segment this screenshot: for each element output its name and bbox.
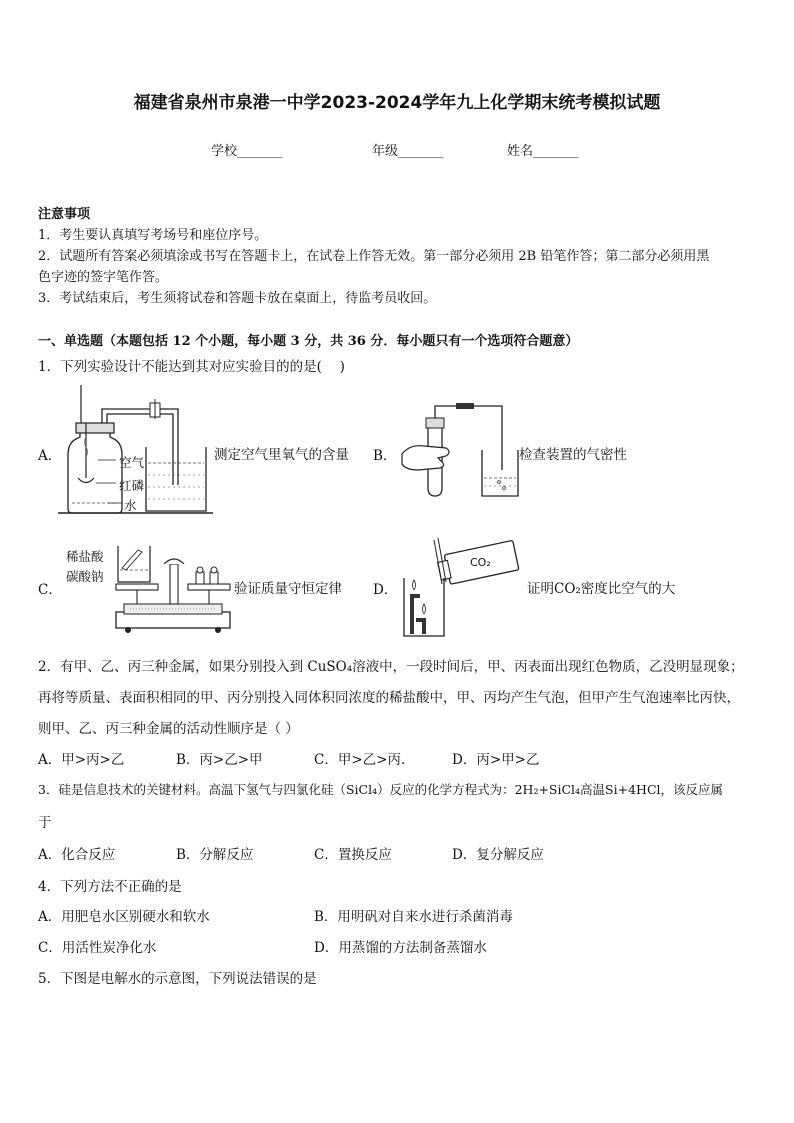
q1-c-label-sodium-carbonate: 碳酸钠 bbox=[66, 569, 104, 584]
question-3-stem: 于 bbox=[38, 815, 52, 831]
q2-option-c[interactable]: C．甲>乙>丙. bbox=[314, 752, 406, 768]
name-field[interactable]: 姓名_______ bbox=[507, 144, 579, 159]
q4-option-b[interactable]: B．用明矾对自来水进行杀菌消毒 bbox=[314, 909, 513, 925]
q4-option-d[interactable]: D．用蒸馏的方法制备蒸馏水 bbox=[314, 940, 487, 956]
q3-option-c[interactable]: C．置换反应 bbox=[314, 847, 392, 863]
section-heading: 一、单选题（本题包括 12 个小题，每小题 3 分，共 36 分．每小题只有一个选项符合题意） bbox=[38, 334, 579, 349]
q1-a-label-water: 水 bbox=[124, 498, 137, 513]
q1-d-caption: 证明CO₂密度比空气的大 bbox=[527, 581, 676, 597]
q1-a-caption: 测定空气里氧气的含量 bbox=[214, 447, 349, 463]
co2-bottle-label: CO₂ bbox=[470, 556, 491, 569]
q2-option-d[interactable]: D．丙>甲>乙 bbox=[452, 752, 540, 768]
q1-b-apparatus-diagram bbox=[398, 400, 522, 500]
q1-option-a-letter[interactable]: A． bbox=[38, 448, 62, 464]
q1-c-label-acid: 稀盐酸 bbox=[66, 549, 104, 564]
note-item: 2．试题所有答案必须填涂或书写在答题卡上，在试卷上作答无效。第一部分必须用 2B 铅笔作答；第二部分必须用黑 bbox=[38, 249, 710, 264]
grade-field[interactable]: 年级_______ bbox=[372, 144, 444, 159]
q4-option-a[interactable]: A．用肥皂水区别硬水和软水 bbox=[38, 909, 210, 925]
q3-option-d[interactable]: D．复分解反应 bbox=[452, 847, 544, 863]
q1-d-co2-diagram bbox=[398, 534, 526, 640]
q1-c-balance-diagram bbox=[108, 540, 233, 636]
question-4-stem: 4．下列方法不正确的是 bbox=[38, 879, 182, 895]
question-1-stem: 1．下列实验设计不能达到其对应实验目的的是( ) bbox=[38, 359, 345, 375]
note-item: 3．考试结束后，考生须将试卷和答题卡放在桌面上，待监考员收回。 bbox=[38, 291, 437, 306]
question-5-stem: 5．下图是电解水的示意图，下列说法错误的是 bbox=[38, 971, 317, 987]
question-2-stem: 则甲、乙、丙三种金属的活动性顺序是（ ） bbox=[38, 721, 299, 737]
q1-a-label-air: 空气 bbox=[119, 455, 145, 470]
note-item: 1．考生要认真填写考场号和座位序号。 bbox=[38, 228, 268, 243]
page-title: 福建省泉州市泉港一中学2023-2024学年九上化学期末统考模拟试题 bbox=[133, 93, 661, 113]
question-2-stem: 2．有甲、乙、丙三种金属，如果分别投入到 CuSO₄溶液中，一段时间后，甲、丙表面出现红色物质，乙没明显现象； bbox=[38, 659, 744, 675]
q3-option-a[interactable]: A．化合反应 bbox=[38, 847, 116, 863]
note-item: 色字迹的签字笔作答。 bbox=[38, 270, 169, 285]
q2-option-b[interactable]: B．丙>乙>甲 bbox=[176, 752, 263, 768]
school-field[interactable]: 学校_______ bbox=[211, 144, 283, 159]
q3-option-b[interactable]: B．分解反应 bbox=[176, 847, 254, 863]
question-3-stem: 3．硅是信息技术的关键材料。高温下氢气与四氯化硅（SiCl₄）反应的化学方程式为：2H₂+SiCl₄高温Si+4HCl，该反应属 bbox=[38, 782, 724, 797]
q1-c-caption: 验证质量守恒定律 bbox=[234, 581, 342, 597]
q1-option-b-letter[interactable]: B． bbox=[373, 448, 397, 464]
q1-option-d-letter[interactable]: D． bbox=[373, 582, 398, 598]
q1-b-caption: 检查装置的气密性 bbox=[519, 447, 627, 463]
q1-a-label-phosphorus: 红磷 bbox=[119, 478, 145, 493]
question-2-stem: 再将等质量、表面积相同的甲、丙分别投入同体积同浓度的稀盐酸中，甲、丙均产生气泡，但甲产生气泡速率比丙快， bbox=[38, 690, 740, 706]
q4-option-c[interactable]: C．用活性炭净化水 bbox=[38, 940, 157, 956]
q1-option-c-letter[interactable]: C． bbox=[38, 582, 62, 598]
notes-heading: 注意事项 bbox=[38, 207, 91, 222]
q2-option-a[interactable]: A．甲>丙>乙 bbox=[38, 752, 125, 768]
